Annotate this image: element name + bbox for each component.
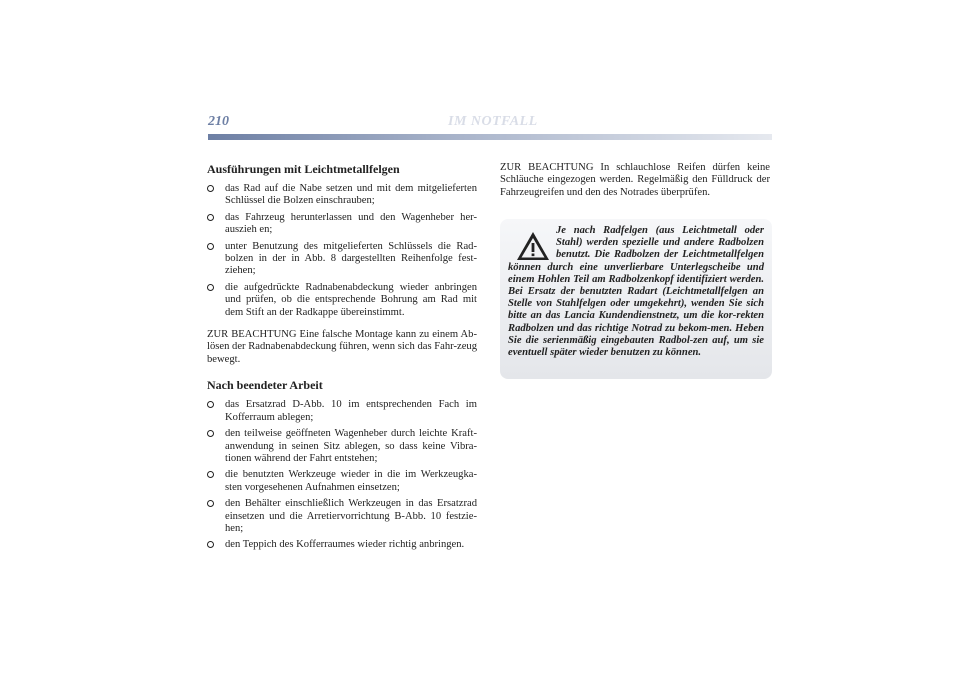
list-after-work [207, 399, 477, 551]
right-column [500, 162, 770, 199]
circle-bullet-icon [207, 214, 214, 221]
list-item: den teilweise geöffneten Wagenheber durch leichte Kraft-anwendung in seinen Sitz ablegen, so dass keine Vibra-tionen während der Fahrt entstehen; [207, 428, 477, 465]
warning-text: Je nach Radfelgen (aus Leichtmetall oder Stahl) werden spezielle und andere Radbolzen benutzt. Die Radbolzen der Leichtmetallfelgen können durch eine unverlierbare Unterlegscheibe und einem Hohlen Teil am Radbolzenkopf identifiziert werden. Bei Ersatz der benutzten Radart (Leichtmetallfelgen an Stelle von Stahlfelgen oder umgekehrt), wenden Sie sich bitte an das Lancia Kundendienstnetz, um die kor-rekten Radbolzen und das richtige Notrad zu bekom-men. Heben Sie die serienmäßig eingebauten Radbol-zen auf, um sie eventuell später wieder benutzen zu können. [508, 225, 764, 359]
section-title: IM NOTFALL [448, 114, 538, 129]
list-item: den Teppich des Kofferraumes wieder richtig anbringen. [207, 539, 477, 551]
header-rule [208, 134, 772, 140]
circle-bullet-icon [207, 185, 214, 192]
warning-triangle-icon [516, 231, 550, 261]
note-tubeless: ZUR BEACHTUNG In schlauchlose Reifen dürfen keine Schläuche eingezogen werden. Regelmäßig den Fülldruck der Fahrzeugreifen und den des Notrades überprüfen. [500, 162, 770, 198]
circle-bullet-icon [207, 541, 214, 548]
circle-bullet-icon [207, 500, 214, 507]
list-item: den Behälter einschließlich Werkzeugen in das Ersatzrad einsetzen und die Arretiervorrichtung B-Abb. 10 festzie-hen; [207, 498, 477, 535]
list-alloy-wheels [207, 183, 477, 319]
page-header [208, 114, 772, 140]
list-item: das Rad auf die Nabe setzen und mit dem mitgelieferten Schlüssel die Bolzen einschrauben; [207, 183, 477, 208]
heading-alloy-wheels: Ausführungen mit Leichtmetallfelgen [207, 162, 400, 176]
circle-bullet-icon [207, 401, 214, 408]
circle-bullet-icon [207, 243, 214, 250]
heading-after-work: Nach beendeter Arbeit [207, 378, 323, 393]
list-item: das Ersatzrad D-Abb. 10 im entsprechenden Fach im Kofferraum ablegen; [207, 399, 477, 424]
list-item: die benutzten Werkzeuge wieder in die im Werkzeugka-sten vorgesehenen Aufnahmen einsetzen; [207, 469, 477, 494]
note-mounting: ZUR BEACHTUNG Eine falsche Montage kann zu einem Ab-lösen der Radnabenabdeckung führen, wenn sich das Fahr-zeug bewegt. [207, 329, 477, 365]
circle-bullet-icon [207, 471, 214, 478]
warning-box [500, 219, 772, 379]
page-number: 210 [208, 114, 229, 129]
circle-bullet-icon [207, 284, 214, 291]
circle-bullet-icon [207, 430, 214, 437]
list-item: unter Benutzung des mitgelieferten Schlüssels die Rad-bolzen in der in Abb. 8 dargestellten Reihenfolge fest-ziehen; [207, 241, 477, 278]
list-item: die aufgedrückte Radnabenabdeckung wieder anbringen und prüfen, ob die entsprechende Bohrung am Rad mit dem Stift an der Radkappe übereinstimmt. [207, 282, 477, 319]
list-item: das Fahrzeug herunterlassen und den Wagenheber her-auszieh en; [207, 212, 477, 237]
left-column [207, 162, 477, 556]
